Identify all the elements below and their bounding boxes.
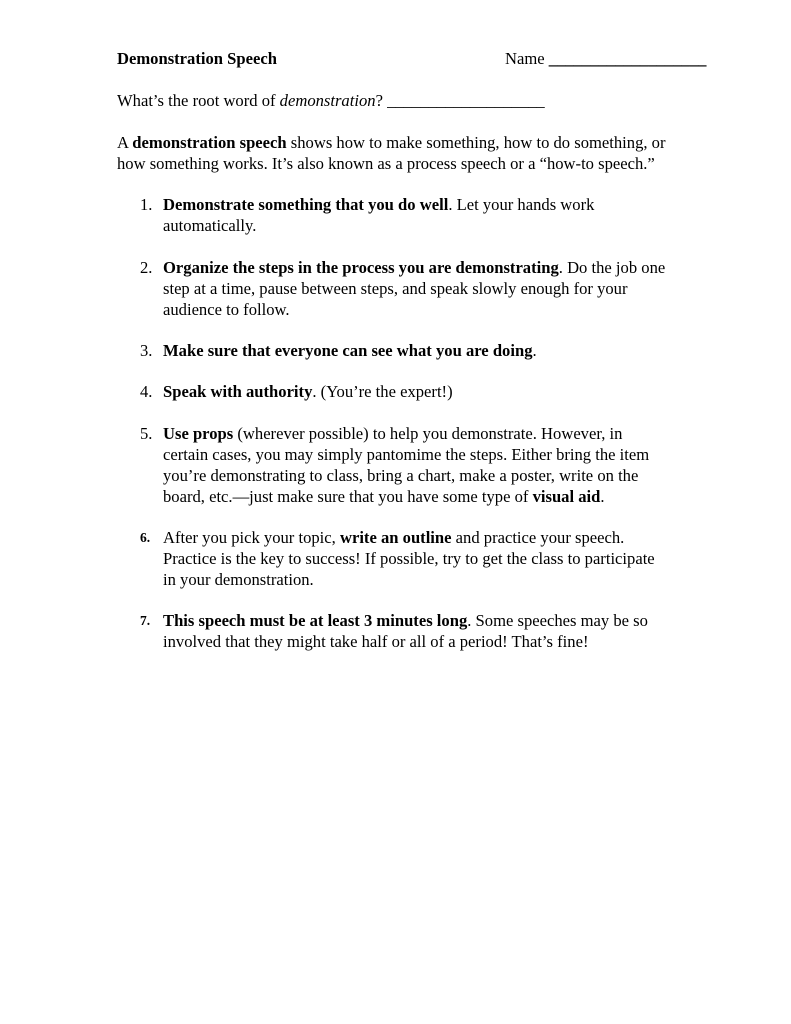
question-prefix: What’s the root word of <box>117 91 280 110</box>
item-rest: . Do the job one <box>558 258 666 277</box>
item-rest: . <box>532 341 537 360</box>
visual-aid-bold: visual aid <box>532 487 601 506</box>
item-bold: Demonstrate something that you do well <box>163 195 449 214</box>
item-line <box>163 486 723 507</box>
item-number: 1. <box>140 195 153 214</box>
intro-bold-term: demonstration speech <box>132 133 287 152</box>
item-text <box>163 610 723 652</box>
item-rest: and practice your speech. <box>451 528 625 547</box>
name-field <box>505 48 706 69</box>
item-rest: (wherever possible) to help you demonstrate. However, in <box>233 424 623 443</box>
intro-lead: A <box>117 133 133 152</box>
page-title <box>117 48 277 69</box>
item-bold: This speech must be at least 3 minutes long <box>163 611 468 630</box>
question-italic-word: demonstration <box>279 91 376 110</box>
item-line: audience to follow. <box>163 300 290 319</box>
item-text <box>163 527 723 590</box>
item-text <box>163 340 723 361</box>
name-label: Name <box>505 49 545 68</box>
name-blank: ___________________ <box>548 49 707 68</box>
item-line: step at a time, pause between steps, and speak slowly enough for your <box>163 279 628 298</box>
intro-line-2: how something works. It’s also known as a process speech or a “how-to speech.” <box>117 154 655 173</box>
item-line-post: . <box>600 487 605 506</box>
item-line: Practice is the key to success! If possible, try to get the class to participate <box>163 549 655 568</box>
item-pre: After you pick your topic, <box>163 528 340 547</box>
item-bold: write an outline <box>339 528 452 547</box>
item-rest: . (You’re the expert!) <box>312 382 453 401</box>
item-bold: Organize the steps in the process you are demonstrating <box>163 258 559 277</box>
intro-line1-rest: shows how to make something, how to do something, or <box>286 133 666 152</box>
item-line-pre: board, etc.—just make sure that you have some type of <box>163 487 533 506</box>
item-number: 3. <box>140 341 153 360</box>
root-word-question <box>117 90 545 111</box>
intro-paragraph <box>117 132 737 174</box>
item-text <box>163 423 723 507</box>
item-rest: . Let your hands work <box>448 195 595 214</box>
item-rest: . Some speeches may be so <box>467 611 648 630</box>
intro-line-1 <box>117 132 737 153</box>
item-text <box>163 381 723 402</box>
item-text <box>163 257 723 320</box>
item-bold: Make sure that everyone can see what you are doing <box>163 341 533 360</box>
item-number: 2. <box>140 258 153 277</box>
item-line: certain cases, you may simply pantomime the steps. Either bring the item <box>163 445 650 464</box>
question-suffix: ? <box>375 91 388 110</box>
item-bold: Speak with authority <box>163 382 313 401</box>
item-number: 5. <box>140 424 153 443</box>
question-blank: ___________________ <box>387 91 545 110</box>
item-number: 6. <box>140 530 151 545</box>
item-line: involved that they might take half or all of a period! That’s fine! <box>163 632 589 651</box>
item-number: 4. <box>140 382 153 401</box>
item-bold: Use props <box>163 424 234 443</box>
item-line: in your demonstration. <box>163 570 314 589</box>
item-text <box>163 194 723 236</box>
title-text: Demonstration Speech <box>117 49 277 68</box>
item-number: 7. <box>140 613 151 628</box>
item-line: automatically. <box>163 216 257 235</box>
item-line: you’re demonstrating to class, bring a chart, make a poster, write on the <box>163 466 639 485</box>
